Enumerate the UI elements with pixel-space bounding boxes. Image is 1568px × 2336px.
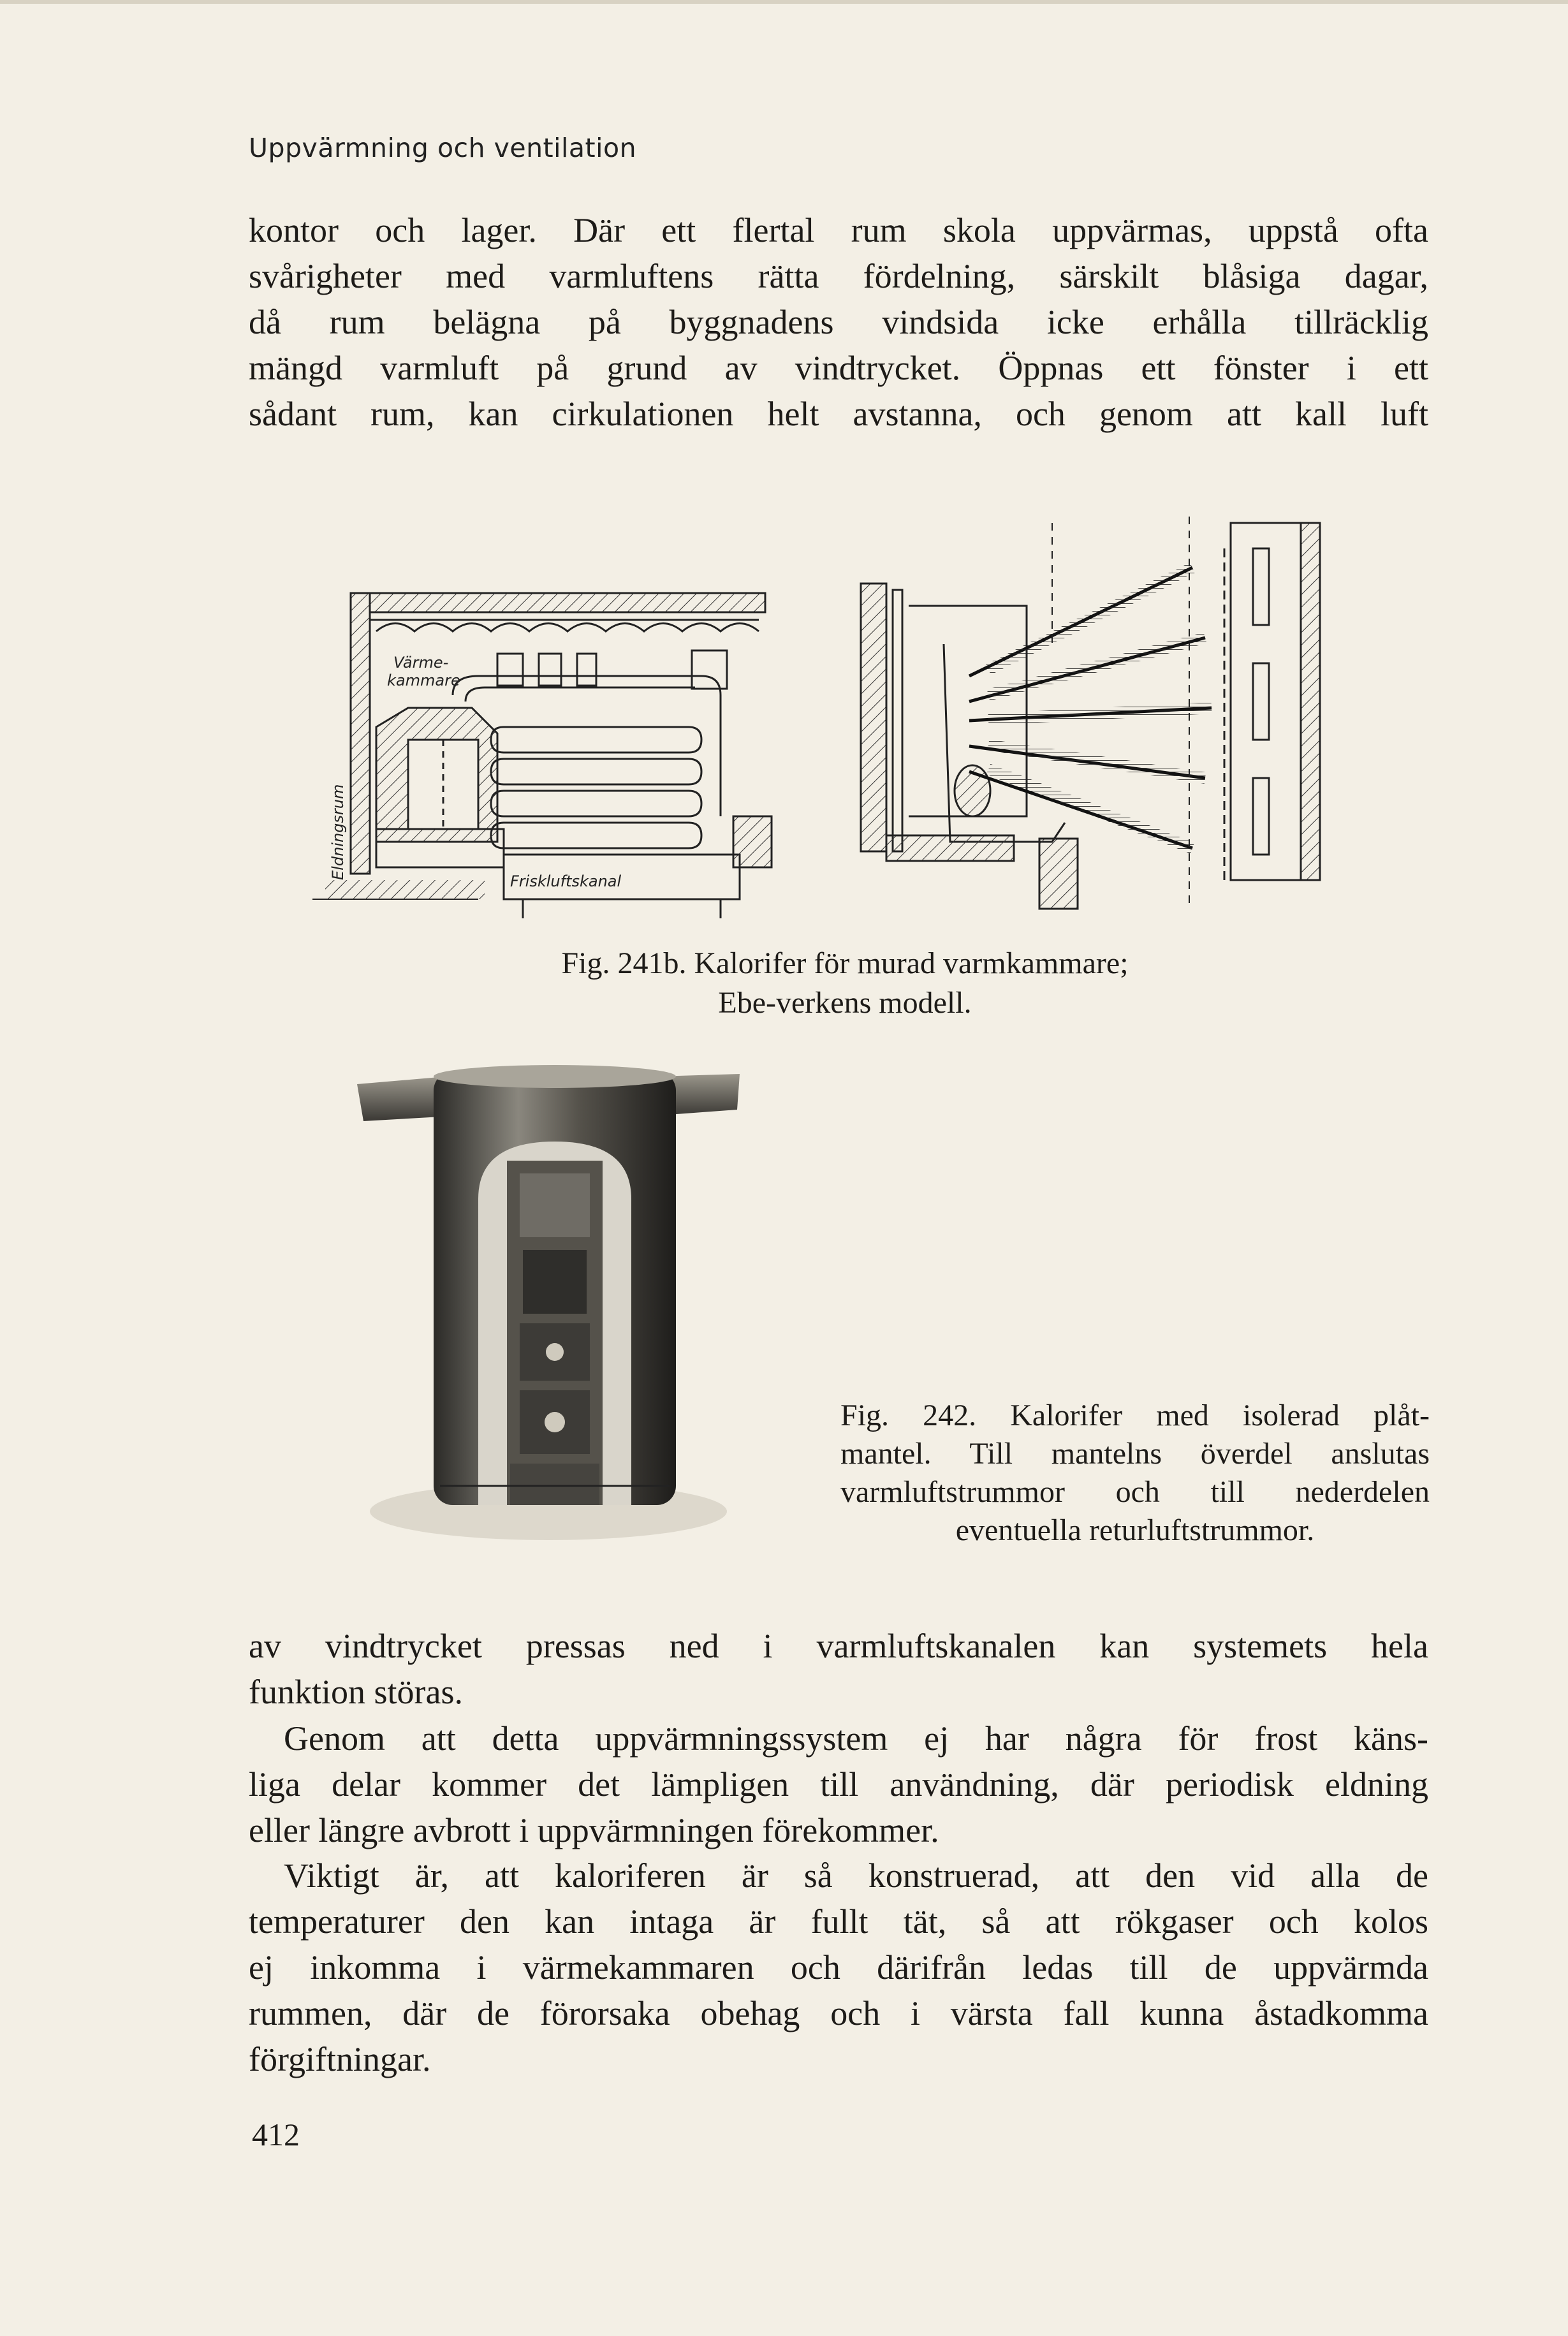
figure-241-drawing — [312, 485, 1358, 925]
figure-242-caption — [840, 1397, 1430, 1550]
right-section-drawing — [861, 517, 1320, 909]
text-line: temperaturer den kan intaga är fullt tät, så att rökgaser och kolos — [249, 1902, 1428, 1941]
text-line: mängd varmluft på grund av vindtrycket. Öppnas ett fönster i ett — [249, 349, 1428, 387]
caption-line: eventuella returluftstrummor. — [955, 1513, 1315, 1547]
text-line: rummen, där de förorsaka obehag och i värsta fall kunna åstadkomma — [249, 1994, 1428, 2032]
label-varmekammare-2: kammare — [387, 672, 460, 689]
page-edge — [0, 0, 1568, 4]
caption-line: Fig. 242. Kalorifer med isolerad plåt- — [840, 1399, 1430, 1432]
paragraph-3 — [249, 1715, 1428, 1853]
text-line: kontor och lager. Där ett flertal rum skola uppvärmas, uppstå ofta — [249, 211, 1428, 249]
caption-line: mantel. Till mantelns överdel anslutas — [840, 1437, 1430, 1471]
text-line: liga delar kommer det lämpligen till användning, där periodisk eldning — [249, 1765, 1428, 1803]
text-line: Viktigt är, att kaloriferen är så konstruerad, att den vid alla de — [284, 1856, 1428, 1895]
left-section-drawing — [312, 593, 772, 918]
paragraph-4 — [249, 1853, 1428, 2082]
text-line: då rum belägna på byggnadens vindsida icke erhålla tillräcklig — [249, 303, 1428, 341]
figure-241-caption — [446, 944, 1243, 1023]
text-line: av vindtrycket pressas ned i varmluftskanalen kan systemets hela — [249, 1627, 1428, 1665]
text-line: funktion störas. — [249, 1673, 463, 1711]
paragraph-1 — [249, 207, 1428, 437]
text-line: ej inkomma i värmekammaren och därifrån ledas till de uppvärmda — [249, 1948, 1428, 1987]
text-line: sådant rum, kan cirkulationen helt avstanna, och genom att kall luft — [249, 395, 1428, 433]
caption-line: varmluftstrummor och till nederdelen — [840, 1475, 1430, 1509]
label-friskluftskanal: Friskluftskanal — [510, 872, 622, 890]
page-number: 412 — [252, 2117, 300, 2152]
text-line: svårigheter med varmluftens rätta fördelning, särskilt blåsiga dagar, — [249, 257, 1428, 295]
label-varmekammare-1: Värme- — [393, 654, 449, 672]
text-line: eller längre avbrott i uppvärmningen förekommer. — [249, 1811, 939, 1849]
text-line: förgiftningar. — [249, 2040, 431, 2078]
text-line: Genom att detta uppvärmningssystem ej har några för frost käns- — [284, 1719, 1428, 1758]
caption-line: Ebe-verkens modell. — [718, 986, 972, 1020]
caption-line: Fig. 241b. Kalorifer för murad varmkammare; — [561, 946, 1129, 980]
label-eldningsrum: Eldningsrum — [329, 784, 347, 880]
figure-242-photo — [357, 1065, 752, 1550]
running-head: Uppvärmning och ventilation — [249, 133, 637, 163]
paragraph-2 — [249, 1623, 1428, 1715]
